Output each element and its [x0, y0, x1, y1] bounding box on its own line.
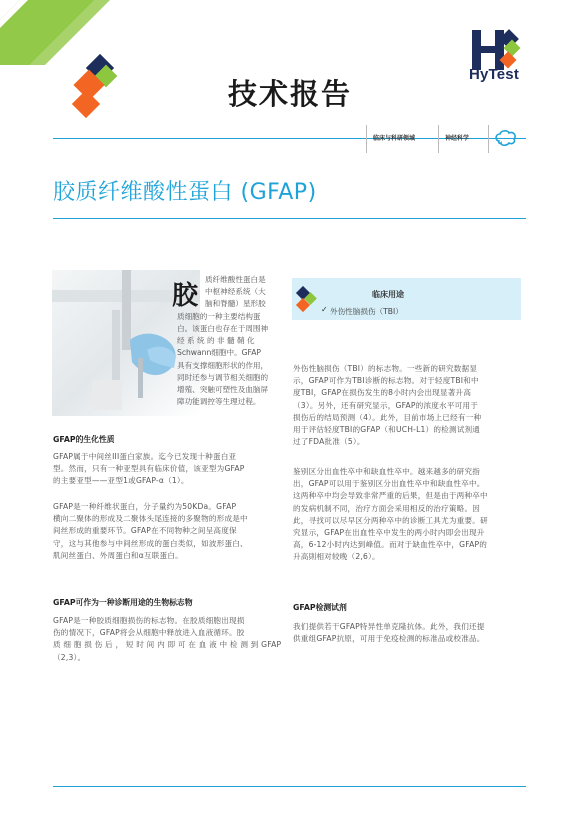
intro-line: Schwann细胞中。GFAP: [177, 348, 262, 357]
intro-line: 增殖、突触可塑性及血脑屏: [177, 385, 269, 394]
intro-line: 质细胞的一种主要结构蛋: [177, 312, 261, 321]
report-title: 技术报告: [227, 77, 352, 111]
check-icon: ✓: [321, 305, 328, 314]
intro-line: 障功能调控等生理过程。: [177, 397, 261, 406]
intro-line: 白。该蛋白也存在于周围神: [177, 324, 269, 333]
section-heading: GFAP可作为一种诊断用途的生物标志物: [53, 598, 193, 607]
section-heading: GFAP的生化性质: [53, 435, 115, 444]
paragraph: GFAP属于中间丝III蛋白家族。迄今已发现十种蛋白亚 型。然而，只有一种亚型具有临床价值，该亚型为GFAP 的主要亚型——亚型1或GFAP-α（1）。: [53, 452, 245, 486]
logo-text: HyTest: [468, 66, 520, 83]
paragraph: GFAP是一种纤维状蛋白，分子量约为50KDa。GFAP 横向二聚体的形成及二聚体头尾连接的多聚物的形成是中 间丝形成的重要环节。GFAP在不同物种之间呈高度保 守，这与其他参与中间丝形成的蛋白类似，如波形蛋白、 肌间丝蛋白、外周蛋白和α互联蛋白。: [53, 502, 248, 560]
intro-line: 中枢神经系统（大: [205, 287, 266, 296]
corner-decoration: [0, 0, 130, 130]
intro-line: 经 系 统 的 非 髓 鞘 化: [177, 336, 255, 345]
paragraph: 我们提供若干GFAP特异性单克隆抗体。此外，我们还提 供重组GFAP抗原，可用于免疫检测的标准品或校准品。: [293, 622, 485, 644]
intro-dropcap: 胶: [172, 281, 199, 311]
page-title: 胶质纤维酸性蛋白 (GFAP): [53, 180, 317, 205]
paragraph: 外伤性脑损伤（TBI）的标志物。一些新的研究数据显 示，GFAP可作为TBI诊断的标志物。对于轻度TBI和中 度TBI，GFAP在损伤发生的8小时内会出现显著升高 （3）。另外，还有研究显示，GFAP的浓度水平可用于 损伤后的结局预测（4）。此外，目前市场上已经有一种 用于评估轻度TBI的GFAP（和UCH-L1）的检测试剂通 过了FDA批准（5）。: [293, 364, 482, 447]
brain-icon: [488, 125, 523, 153]
tag-neuroscience: 神经科学: [438, 125, 495, 153]
usage-item: 外伤性脑损伤（TBI）: [330, 307, 403, 316]
section-heading: GFAP检测试剂: [293, 603, 347, 612]
usage-title: 临床用途: [372, 290, 404, 299]
diamond-decoration-icon: [292, 286, 328, 322]
intro-line: 脑和脊髓）星形胶: [205, 299, 266, 308]
paragraph: GFAP是一种胶质细胞损伤的标志物。在胶质细胞出现损 伤的情况下，GFAP将会从细胞中释放进入血液循环。胶 质 细 胞 损 伤 后 ， 短 时 间 内 即 可 在 血 液 中 检 测 到 GFAP （2,3）。: [53, 616, 282, 662]
intro-line: 具有支撑细胞形状的作用，: [177, 361, 269, 370]
tag-clinical-research: 临床与科研领域: [366, 125, 443, 153]
intro-line: 同时还参与调节相关细胞的: [177, 373, 269, 382]
title-divider: [53, 218, 526, 219]
paragraph: 鉴别区分出血性卒中和缺血性卒中。越来越多的研究指 出，GFAP可以用于鉴别区分出血性卒中和缺血性卒中。 这两种卒中均会导致非常严重的后果，但是由于两种卒中 的发病机制不同，治疗方面会采用相反的治疗策略。因 此，寻找可以尽早区分两种卒中的诊断工具尤为重要。研 究显示，GFAP在出血性卒中发生的两小时内即会出现升 高，6-12小时内达到峰值。而对于缺血性卒中，GFAP的 升高則相对较晚（2,6）。: [293, 467, 488, 562]
intro-line: 质纤维酸性蛋白是: [205, 275, 266, 284]
category-tags: [366, 125, 524, 153]
footer-divider: [53, 786, 526, 787]
